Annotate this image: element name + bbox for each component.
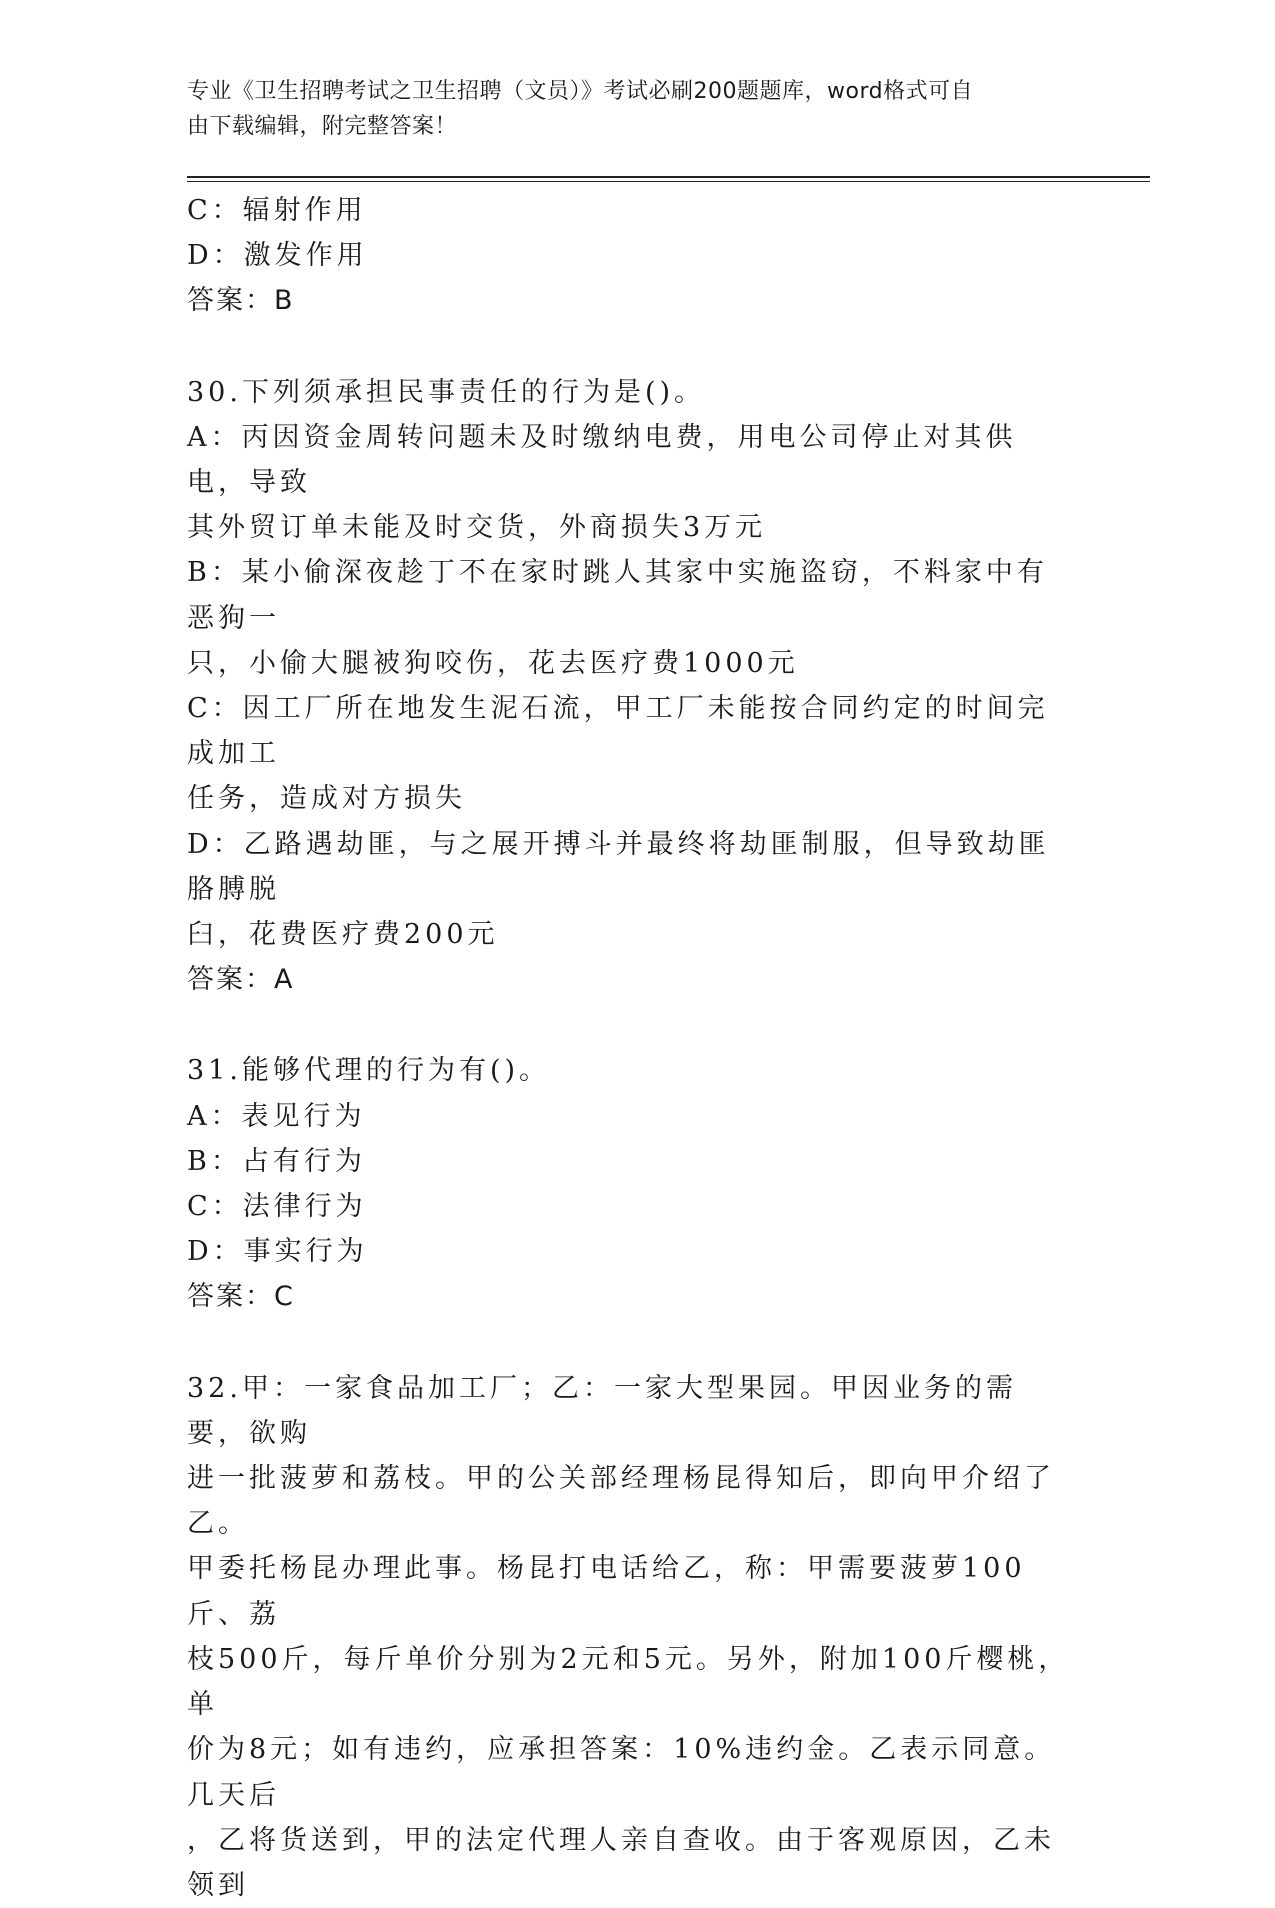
question-32-stem-line-6: ，乙将货送到，甲的法定代理人亲自查收。由于客观原因，乙未领到 xyxy=(187,1824,1055,1901)
question-32-stem-line-3: 甲委托杨昆办理此事。杨昆打电话给乙，称：甲需要菠萝100斤、荔 xyxy=(187,1553,1026,1630)
answer-line: 答案：B xyxy=(187,285,295,317)
header-line-2: 由下载编辑，附完整答案！ xyxy=(187,114,458,139)
question-31-option-a: A：表见行为 xyxy=(187,1100,366,1132)
question-30-option-b: B：某小偷深夜趁丁不在家时跳人其家中实施盗窃，不料家中有恶狗一 xyxy=(187,557,1048,634)
question-30-option-c-cont: 任务，造成对方损失 xyxy=(187,783,466,815)
question-30-option-a: A：丙因资金周转问题未及时缴纳电费，用电公司停止对其供电，导致 xyxy=(187,421,1017,499)
question-30-option-d-cont: 臼，花费医疗费200元 xyxy=(187,919,499,951)
question-31-option-c: C：法律行为 xyxy=(187,1191,367,1223)
question-32-stem-line-4: 枝500斤，每斤单价分别为2元和5元。另外，附加100斤樱桃，单 xyxy=(187,1643,1070,1721)
spacer xyxy=(187,1002,1077,1048)
question-30-option-d: D：乙路遇劫匪，与之展开搏斗并最终将劫匪制服，但导致劫匪胳膊脱 xyxy=(187,828,1050,905)
question-content xyxy=(187,188,1077,1908)
spacer xyxy=(187,324,1077,370)
question-31-option-b: B：占有行为 xyxy=(187,1145,366,1177)
question-32-stem-line-2: 进一批菠萝和荔枝。甲的公关部经理杨昆得知后，即向甲介绍了乙。 xyxy=(187,1463,1055,1540)
question-30-option-c: C：因工厂所在地发生泥石流，甲工厂未能按合同约定的时间完成加工 xyxy=(187,693,1049,770)
spacer xyxy=(187,1320,1077,1366)
question-31-option-d: D：事实行为 xyxy=(187,1236,368,1268)
question-30-answer: 答案：A xyxy=(187,964,295,996)
question-30-stem: 30.下列须承担民事责任的行为是()。 xyxy=(187,376,706,408)
header-line-1: 专业《卫生招聘考试之卫生招聘（文员）》考试必刷200题题库，word格式可自 xyxy=(187,79,974,104)
header-divider-thick xyxy=(187,176,1150,178)
question-32-stem-line-5: 价为8元；如有违约，应承担答案：10%违约金。乙表示同意。几天后 xyxy=(187,1734,1056,1811)
question-30-option-b-cont: 只，小偷大腿被狗咬伤，花去医疗费1000元 xyxy=(187,647,799,679)
page-header xyxy=(187,74,1067,144)
question-32-stem-line-1: 32.甲：一家食品加工厂；乙：一家大型果园。甲因业务的需要，欲购 xyxy=(187,1372,1017,1449)
question-30-option-a-cont: 其外贸订单未能及时交货，外商损失3万元 xyxy=(187,512,767,544)
header-divider-thin xyxy=(187,181,1150,182)
option-d: D：激发作用 xyxy=(187,240,368,272)
option-c: C：辐射作用 xyxy=(187,195,367,226)
question-31-answer: 答案：C xyxy=(187,1281,295,1313)
question-31-stem: 31.能够代理的行为有()。 xyxy=(187,1055,551,1087)
